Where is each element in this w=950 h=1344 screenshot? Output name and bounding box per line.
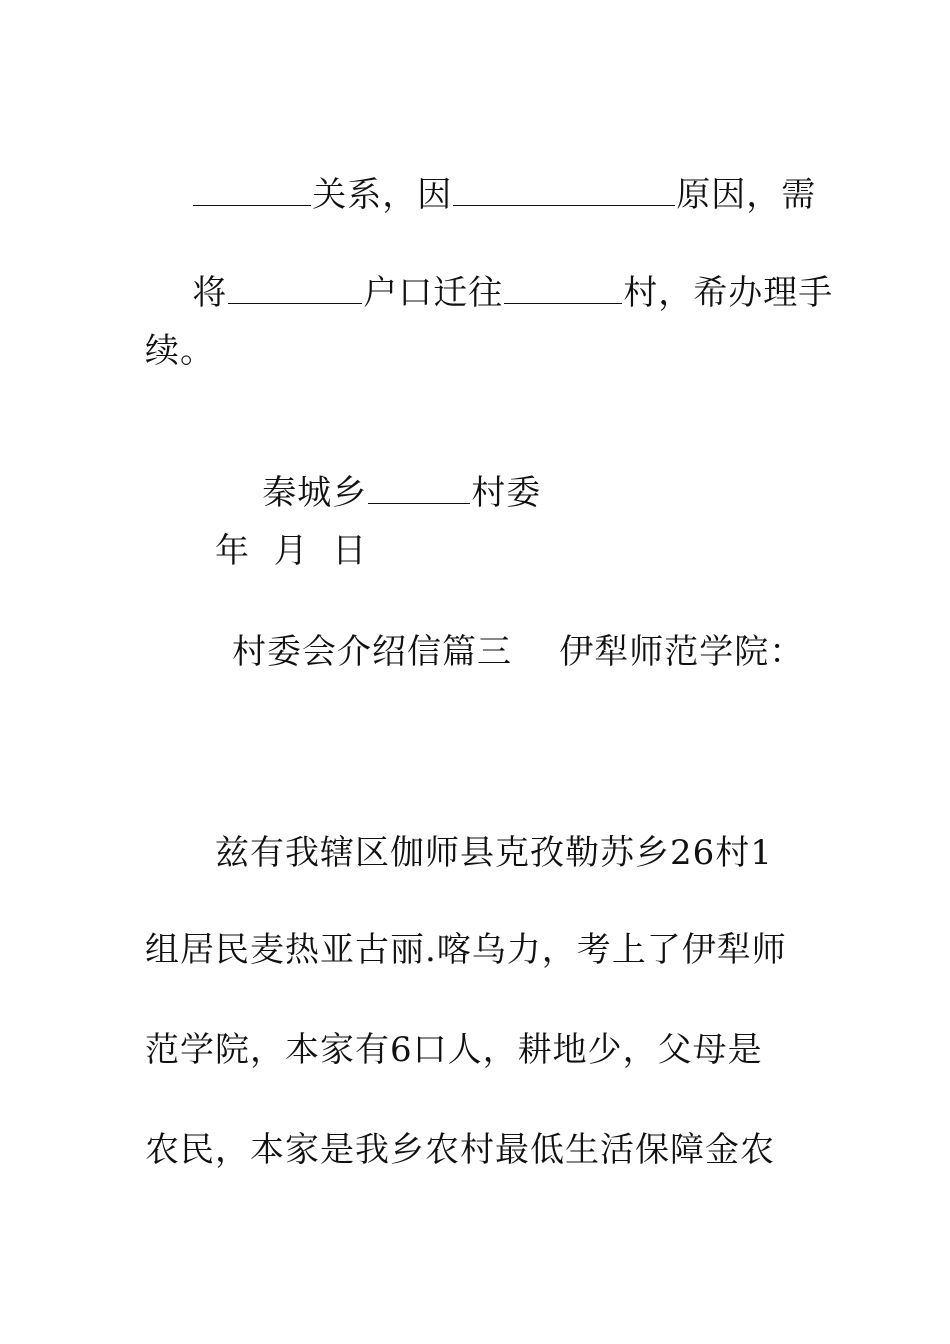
text-fragment: 秦城乡 xyxy=(262,473,368,513)
text-line-3: 续。 xyxy=(145,331,215,371)
date-line: 年 月 日 xyxy=(215,531,368,571)
fill-blank xyxy=(453,175,675,206)
body-line-1: 兹有我辖区伽师县克孜勒苏乡26村1 xyxy=(215,833,773,873)
fill-blank xyxy=(504,273,622,304)
text-fragment: 户口迁往 xyxy=(363,273,504,313)
fill-blank xyxy=(368,473,470,504)
text-fragment: 关系，因 xyxy=(312,175,453,215)
text-fragment: 原因，需 xyxy=(676,175,817,215)
fill-blank xyxy=(228,273,362,304)
text-fragment: 将 xyxy=(192,273,228,313)
fill-blank xyxy=(193,175,311,206)
body-line-3: 范学院，本家有6口人，耕地少，父母是 xyxy=(145,1030,763,1070)
body-line-2: 组居民麦热亚古丽.喀乌力，考上了伊犁师 xyxy=(145,930,787,970)
section-heading: 村委会介绍信篇三 伊犁师范学院： xyxy=(232,632,805,672)
text-line-2 xyxy=(145,233,833,353)
body-line-4: 农民，本家是我乡农村最低生活保障金农 xyxy=(145,1130,775,1170)
text-fragment: 村委 xyxy=(471,473,542,513)
text-fragment: 村，希办理手 xyxy=(623,273,834,313)
